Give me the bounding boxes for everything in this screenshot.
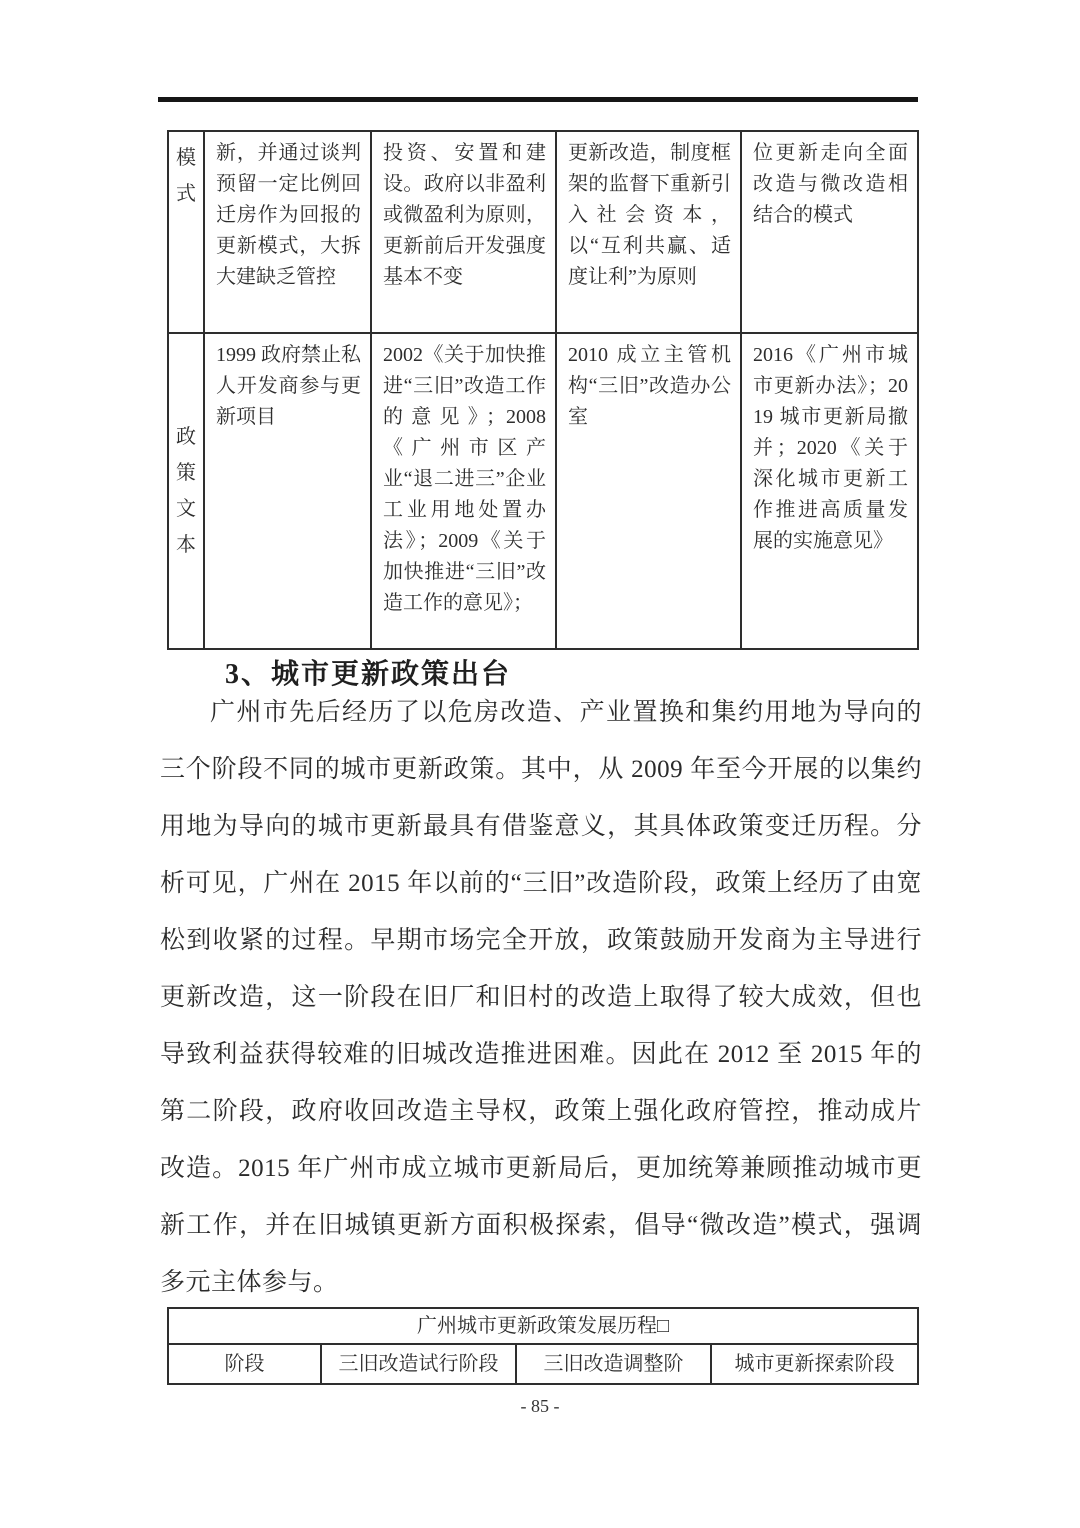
section-heading: 3、城市更新政策出台 xyxy=(225,659,512,690)
page-number: - 85 - xyxy=(520,1396,560,1416)
policy-history-table xyxy=(167,1307,919,1385)
row-header-label: 模式 xyxy=(176,147,196,205)
body-paragraph: 广州市先后经历了以危房改造、产业置换和集约用地为导向的三个阶段不同的城市更新政策。其中，从 2009 年至今开展的以集约用地为导向的城市更新最具有借鉴意义，其具体政策变迁历程。分析可见，广州在 2015 年以前的“三旧”改造阶段，政策上经历了由宽松到收紧的过程。早期市场完全开放，政策鼓励开发商为主导进行更新改造，这一阶段在旧厂和旧村的改造上取得了较大成效，但也导致利益获得较难的旧城改造推进困难。因此在 2012 至 2015 年的第二阶段，政府收回改造主导权，政策上强化政府管控，推动成片改造。2015 年广州市成立城市更新局后，更加统筹兼顾推动城市更新工作，并在旧城镇更新方面积极探索，倡导“微改造”模式，强调多元主体参与。 xyxy=(160,699,922,1296)
column-header: 城市更新探索阶段 xyxy=(711,1344,918,1384)
table-cell: 位更新走向全面改造与微改造相结合的模式 xyxy=(741,131,918,333)
table-title: 广州城市更新政策发展历程□ xyxy=(168,1308,918,1344)
header-rule xyxy=(158,97,918,102)
table-cell: 2016《广州市城市更新办法》；2019 城市更新局撤并；2020《关于深化城市更新工作推进高质量发展的实施意见》 xyxy=(741,333,918,649)
row-header-label: 政策文本 xyxy=(176,426,196,556)
table-cell: 更新改造，制度框架的监督下重新引入社会资本，以“互利共赢、适度让利”为原则 xyxy=(556,131,741,333)
table-cell: 2002《关于加快推进“三旧”改造工作的意见》；2008《广州市区产业“退二进三”企业工业用地处置办法》；2009《关于加快推进“三旧”改造工作的意见》； xyxy=(371,333,556,649)
column-header: 三旧改造试行阶段 xyxy=(321,1344,516,1384)
column-header: 阶段 xyxy=(168,1344,321,1384)
row-header-mode xyxy=(168,131,204,333)
table-cell: 1999 政府禁止私人开发商参与更新项目 xyxy=(204,333,371,649)
row-header-policy-text xyxy=(168,333,204,649)
table-title-row xyxy=(168,1308,918,1344)
policy-comparison-table xyxy=(167,130,919,650)
table-header-row xyxy=(168,1344,918,1384)
table-row-policy-text xyxy=(168,333,918,649)
column-header: 三旧改造调整阶 xyxy=(516,1344,711,1384)
table-cell: 新，并通过谈判预留一定比例回迁房作为回报的更新模式，大拆大建缺乏管控 xyxy=(204,131,371,333)
table-row-mode xyxy=(168,131,918,333)
table-cell: 投资、安置和建设。政府以非盈利或微盈利为原则，更新前后开发强度基本不变 xyxy=(371,131,556,333)
table-cell: 2010 成立主管机构“三旧”改造办公室 xyxy=(556,333,741,649)
